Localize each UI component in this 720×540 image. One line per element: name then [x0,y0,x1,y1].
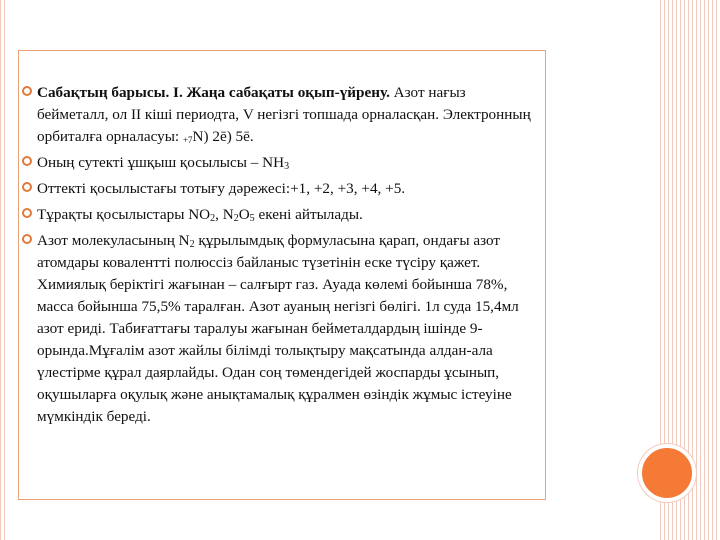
item-text: Оттекті қосылыстағы тотығу дәрежесі:+1, +2, +3, +4, +5. [37,180,406,197]
ring-bullet-icon [22,208,32,218]
ring-bullet-icon [22,234,32,244]
item-text: , N [215,206,234,223]
subscript: 3 [284,161,290,172]
item-text: Азот молекуласының N [37,232,190,249]
orange-circle-decoration [638,444,696,502]
list-item [22,230,532,428]
left-stripe-decoration [0,0,8,540]
subscript: 5 [249,213,255,224]
ring-bullet-icon [22,156,32,166]
slide-content [22,82,532,432]
item-text: екені айтылады. [254,206,363,223]
item-text: Тұрақты қосылыстары NO [37,206,211,223]
subscript: 2 [210,213,216,224]
item-text: құрылымдық формуласына қарап, ондағы азот атомдары ковалентті полюссіз байланыс түзетінін еске түсіру қажет. Химиялық беріктігі жағынан – салғырт газ. Ауада көлемі бойынша 78%, масса бойынша 75,5% таралған. Азот ауаның негізгі бөлігі. 1л суда 15,4мл азот ериді. Табиғаттағы таралуы жағынан бейметалдардың ішінде 9-орында.Мұғалім азот жайлы білімді толықтыру мақсатында алдан-ала үлестірме құрал даярлайды. Одан соң төмендегідей жоспарды ұсынып, оқушыларға оқулық және анықтамалық құралмен өзіндік жұмыс істеуіне мүмкіндік береді. [37,232,519,425]
list-item [22,152,532,174]
item-text: O [238,206,250,223]
subscript: 2 [233,213,239,224]
ring-bullet-icon [22,86,32,96]
section-heading: Сабақтың барысы. І. Жаңа сабақаты оқып-үйрену. [37,84,390,101]
list-item [22,178,532,200]
nucleus-charge: +7 [182,135,193,145]
ring-bullet-icon [22,182,32,192]
list-item [22,82,532,148]
item-text: Азот нағыз бейметалл, ол ІІ кіші периодта, V негізгі топшада орналасқан. Электронның орбиталға орналасуы: [37,84,531,145]
list-item [22,204,532,226]
subscript: 2 [189,239,195,250]
item-text: Оның сутекті ұшқыш қосылысы – NH [37,154,285,171]
item-text: N) 2ē) 5ē. [192,128,254,145]
